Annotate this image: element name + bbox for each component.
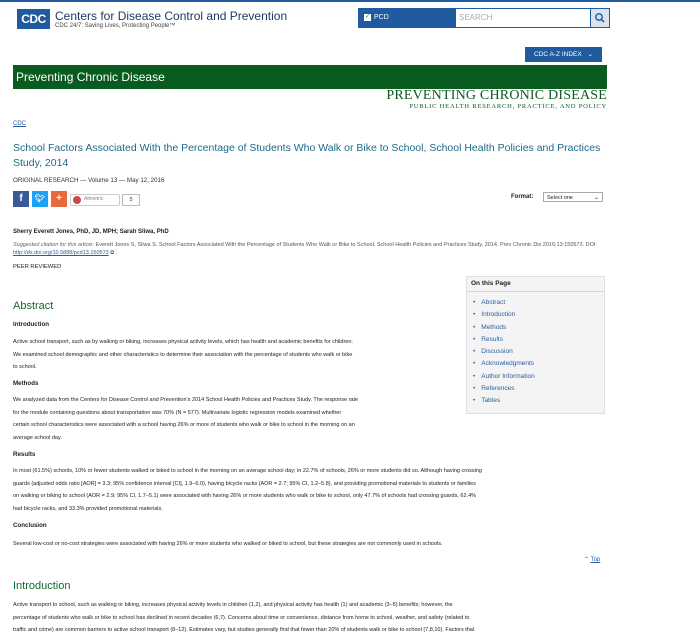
search-input[interactable]	[459, 10, 584, 25]
format-select[interactable]	[543, 192, 603, 202]
pcd-logo-subtitle: PUBLIC HEALTH RESEARCH, PRACTICE, AND POLICY	[409, 103, 607, 110]
text-line: Active school transport, such as by walking or biking, increases physical activity levels, which has health and academic benefits for children.	[13, 339, 353, 345]
text-line: guards (adjusted odds ratio [AOR] = 3.3; 95% confidence interval [CI], 1.9–6.0), having bicycle racks (AOR = 2.7; 95% CI, 1.2–5.8), and providing promotional materials to students or families	[13, 480, 476, 487]
abstract-heading: Abstract	[13, 300, 54, 312]
org-name[interactable]: Centers for Disease Control and Prevention	[55, 9, 288, 23]
external-link-icon: ⧉	[110, 250, 115, 256]
text-line: average school day.	[13, 434, 62, 441]
search-bar	[358, 8, 610, 28]
back-to-top-link[interactable]	[584, 556, 600, 563]
toc-item-tables[interactable]: • Tables	[473, 395, 535, 407]
abstract-results-heading: Results	[13, 451, 36, 458]
article-authors: Sherry Everett Jones, PhD, JD, MPH; Sarah Sliwa, PhD	[13, 229, 169, 235]
search-scope-label: PCD	[374, 14, 389, 21]
introduction-heading: Introduction	[13, 580, 71, 592]
toc-item-methods[interactable]: • Methods	[473, 322, 535, 334]
toc-item-discussion[interactable]: • Discussion	[473, 346, 535, 358]
search-scope-toggle[interactable]	[359, 9, 456, 27]
toc-item-abstract[interactable]: • Abstract	[473, 297, 535, 309]
journal-title: Preventing Chronic Disease	[16, 70, 165, 84]
altmetric-icon	[73, 196, 81, 204]
citation-label: Suggested citation for this article:	[13, 242, 95, 248]
abstract-intro-text	[13, 336, 353, 374]
atoz-label: CDC A-Z INDEX	[534, 51, 582, 58]
on-this-page-panel	[466, 276, 605, 414]
share-count: 5	[122, 194, 140, 206]
toc-item-references[interactable]: • References	[473, 383, 535, 395]
citation-text: Everett Jones S, Sliwa S. School Factors Associated With the Percentage of Students Who Walk or Bike to School, School Health Policies and Practices Study, 2014. Prev Chronic Dis 2016;13:150573. DOI:	[95, 242, 597, 248]
doi-link[interactable]: http://dx.doi.org/10.5888/pcd13.150573	[13, 250, 109, 256]
twitter-icon[interactable]: 🐦︎	[32, 191, 48, 207]
page-title: School Factors Associated With the Percentage of Students Who Walk or Bike to School, School Health Policies and Practices Study, 2014	[13, 142, 601, 169]
search-button[interactable]	[590, 9, 609, 27]
text-line: traffic and crime) are common barriers to active school transport (8–12). Estimates vary, but studies generally find that fewer than 20% of students walk or bike to school (7,8,10). Factors that	[13, 627, 475, 633]
altmetric-label: Altmetric	[84, 196, 104, 202]
toc-list	[473, 297, 535, 408]
plus-share-icon[interactable]: +	[51, 191, 67, 207]
format-label: Format:	[511, 194, 534, 200]
format-select-value: Select one	[547, 195, 573, 201]
pcd-logo-title: PREVENTING CHRONIC DISEASE	[386, 88, 607, 103]
breadcrumb[interactable]: CDC	[13, 121, 26, 127]
toc-item-results[interactable]: • Results	[473, 334, 535, 346]
text-line: We analyzed data from the Centers for Disease Control and Prevention’s 2014 School Health Policies and Practices Study. The response rate	[13, 397, 359, 403]
abstract-methods-heading: Methods	[13, 380, 39, 387]
text-line: to school.	[13, 364, 37, 370]
toc-item-author-information[interactable]: • Author Information	[473, 371, 535, 383]
chevron-down-icon: ⌄	[593, 195, 599, 201]
text-line: for the module containing questions about transportation was 70% (N = 577). Multivariate logistic regression models examined whether	[13, 409, 342, 416]
text-line: had bicycle racks, and 33.3% provided promotional materials.	[13, 505, 163, 512]
cdc-logo[interactable]: CDC	[17, 9, 50, 29]
toc-divider	[467, 291, 604, 292]
top-border	[0, 0, 700, 2]
text-line: Several low-cost or no-cost strategies were associated with having 26% or more students who walked or biked to school, but these strategies are not commonly used in schools.	[13, 541, 443, 547]
abstract-results-text	[13, 465, 482, 515]
org-tagline: CDC 24/7: Saving Lives, Protecting People™	[55, 23, 176, 29]
search-icon	[591, 9, 609, 27]
text-line: In most (61.5%) schools, 10% or fewer students walked or biked to school in the morning on an average school day; in 22.7% of schools, 26% or more students did so. Although having crossing	[13, 468, 482, 474]
peer-reviewed-label: PEER REVIEWED	[13, 264, 62, 270]
abstract-intro-heading: Introduction	[13, 321, 50, 328]
text-line: on walking or biking to school (AOR = 2.9; 95% CI, 1.7–5.1) were associated with having 26% or more students who walk or bike to school, only 47.7% of schools had crossing guards, 62.4%	[13, 493, 477, 499]
introduction-text	[13, 599, 474, 637]
journal-title-bar[interactable]	[13, 65, 607, 89]
checkbox-icon[interactable]: ✓	[364, 13, 371, 20]
atoz-index-button[interactable]	[525, 47, 602, 62]
altmetric-badge[interactable]	[70, 194, 120, 206]
toc-item-introduction[interactable]: • Introduction	[473, 309, 535, 321]
article-meta: ORIGINAL RESEARCH — Volume 13 — May 12, 2016	[13, 177, 165, 184]
citation: Suggested citation for this article: Everett Jones S, Sliwa S. School Factors Associated With the Percentage of Students Who Walk or Bike to School, School Health Policies and Practices Study, 2014. Prev Chronic Dis 2016;13:150573. DOI: http://dx.doi.org/10.5888/pcd13.150573 ⧉ .	[13, 242, 597, 256]
text-line: percentage of students who walk or bike to school has declined in recent decades (6,7). Concerns about time or convenience, distance from home to school, weather, and safety (related to	[13, 614, 470, 621]
abstract-conclusion-heading: Conclusion	[13, 522, 47, 529]
pcd-logo[interactable]	[386, 89, 607, 110]
toc-item-acknowledgments[interactable]: • Acknowledgments	[473, 358, 535, 370]
back-to-top-label: Top	[590, 557, 601, 563]
text-line: certain school characteristics were associated with a school having 26% or more of students who walk or bike to school in the morning on an	[13, 422, 355, 428]
text-line: We examined school demographic and other characteristics to determine their association with the percentage of students who walk or bike	[13, 351, 353, 358]
abstract-conclusion-text	[13, 538, 443, 551]
text-line: Active transport to school, such as walking or biking, increases physical activity levels in children (1,2), and physical activity has health (1) and academic (3–5) benefits; however, the	[13, 602, 453, 608]
arrow-up-icon: ⌃	[584, 557, 590, 563]
facebook-icon[interactable]: f	[13, 191, 29, 207]
chevron-down-icon: ⌄	[587, 51, 593, 58]
abstract-methods-text	[13, 394, 358, 444]
toc-heading: On this Page	[471, 280, 511, 287]
